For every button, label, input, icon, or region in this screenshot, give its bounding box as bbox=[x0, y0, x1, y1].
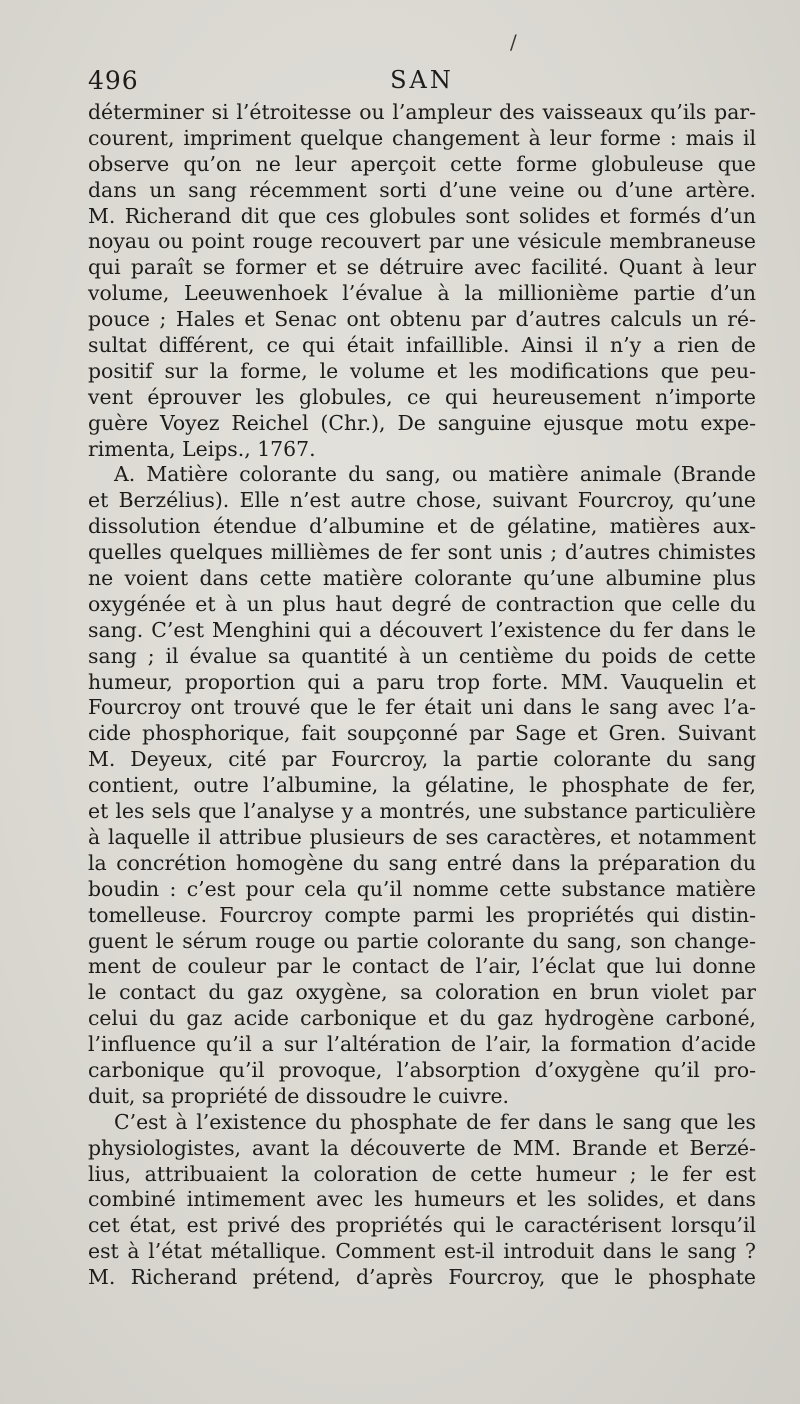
text-line: quelles quelques millièmes de fer sont unis ; d’autres chimistes bbox=[88, 540, 756, 565]
text-line: humeur, proportion qui a paru trop forte. MM. Vauquelin et bbox=[88, 669, 756, 694]
paragraph-start-line: A. Matière colorante du sang, ou matière animale (Brande bbox=[114, 462, 756, 487]
corner-mark: / bbox=[510, 30, 517, 54]
text-line: combiné intimement avec les humeurs et les solides, et dans bbox=[88, 1187, 756, 1212]
text-line: tomelleuse. Fourcroy compte parmi les propriétés qui distin- bbox=[88, 902, 756, 927]
text-line: et Berzélius). Elle n’est autre chose, suivant Fourcroy, qu’une bbox=[88, 488, 756, 513]
text-line: sang ; il évalue sa quantité à un centième du poids de cette bbox=[88, 643, 756, 668]
text-line: carbonique qu’il provoque, l’absorption d’oxygène qu’il pro- bbox=[88, 1057, 756, 1082]
text-line: guère Voyez Reichel (Chr.), De sanguine ejusque motu expe- bbox=[88, 410, 756, 435]
text-line: le contact du gaz oxygène, sa coloration en brun violet par bbox=[88, 980, 756, 1005]
running-head: SAN bbox=[390, 66, 454, 94]
text-line: M. Deyeux, cité par Fourcroy, la partie colorante du sang bbox=[88, 747, 756, 772]
text-line: déterminer si l’étroitesse ou l’ampleur des vaisseaux qu’ils par- bbox=[88, 100, 756, 124]
text-line: observe qu’on ne leur aperçoit cette forme globuleuse que bbox=[88, 151, 756, 176]
text-line: à laquelle il attribue plusieurs de ses caractères, et notamment bbox=[88, 824, 756, 849]
paragraph-start-line: C’est à l’existence du phosphate de fer dans le sang que les bbox=[114, 1109, 756, 1134]
text-line: rimenta, Leips., 1767. bbox=[88, 436, 316, 461]
text-line: noyau ou point rouge recouvert par une vésicule membraneuse bbox=[88, 229, 756, 254]
text-line: dans un sang récemment sorti d’une veine ou d’une artère. bbox=[88, 177, 756, 202]
text-line: qui paraît se former et se détruire avec facilité. Quant à leur bbox=[88, 255, 756, 280]
text-line: M. Richerand dit que ces globules sont solides et formés d’un bbox=[88, 203, 756, 228]
text-line: M. Richerand prétend, d’après Fourcroy, que le phosphate bbox=[88, 1265, 756, 1290]
text-line: contient, outre l’albumine, la gélatine, le phosphate de fer, bbox=[88, 773, 756, 798]
text-line: cet état, est privé des propriétés qui le caractérisent lorsqu’il bbox=[88, 1213, 756, 1238]
text-line: dissolution étendue d’albumine et de gélatine, matières aux- bbox=[88, 514, 756, 539]
text-line: duit, sa propriété de dissoudre le cuivre. bbox=[88, 1083, 509, 1108]
text-line: et les sels que l’analyse y a montrés, une substance particulière bbox=[88, 799, 756, 824]
text-line: vent éprouver les globules, ce qui heureusement n’importe bbox=[88, 384, 756, 409]
text-line: pouce ; Hales et Senac ont obtenu par d’autres calculs un ré- bbox=[88, 307, 756, 332]
text-line: courent, impriment quelque changement à leur forme : mais il bbox=[88, 125, 756, 150]
text-line: boudin : c’est pour cela qu’il nomme cette substance matière bbox=[88, 876, 756, 901]
text-line: Fourcroy ont trouvé que le fer était uni dans le sang avec l’a- bbox=[88, 695, 756, 720]
text-line: ne voient dans cette matière colorante qu’une albumine plus bbox=[88, 566, 756, 591]
text-line: volume, Leeuwenhoek l’évalue à la millionième partie d’un bbox=[88, 281, 756, 306]
text-line: positif sur la forme, le volume et les modifications que peu- bbox=[88, 358, 756, 383]
text-line: physiologistes, avant la découverte de MM. Brande et Berzé- bbox=[88, 1135, 756, 1160]
page-number: 496 bbox=[88, 66, 139, 95]
text-line: sultat différent, ce qui était infaillible. Ainsi il n’y a rien de bbox=[88, 333, 756, 358]
text-line: est à l’état métallique. Comment est-il introduit dans le sang ? bbox=[88, 1239, 756, 1264]
text-line: lius, attribuaient la coloration de cette humeur ; le fer est bbox=[88, 1161, 756, 1186]
text-line: guent le sérum rouge ou partie colorante du sang, son change- bbox=[88, 928, 756, 953]
text-line: ment de couleur par le contact de l’air, l’éclat que lui donne bbox=[88, 954, 756, 979]
page-header bbox=[88, 66, 756, 98]
text-line: l’influence qu’il a sur l’altération de l’air, la formation d’acide bbox=[88, 1032, 756, 1057]
text-line: sang. C’est Menghini qui a découvert l’existence du fer dans le bbox=[88, 617, 756, 642]
text-line: la concrétion homogène du sang entré dans la préparation du bbox=[88, 850, 756, 875]
text-line: cide phosphorique, fait soupçonné par Sage et Gren. Suivant bbox=[88, 721, 756, 746]
text-line: celui du gaz acide carbonique et du gaz hydrogène carboné, bbox=[88, 1006, 756, 1031]
text-line: oxygénée et à un plus haut degré de contraction que celle du bbox=[88, 591, 756, 616]
body-text bbox=[88, 100, 756, 1291]
